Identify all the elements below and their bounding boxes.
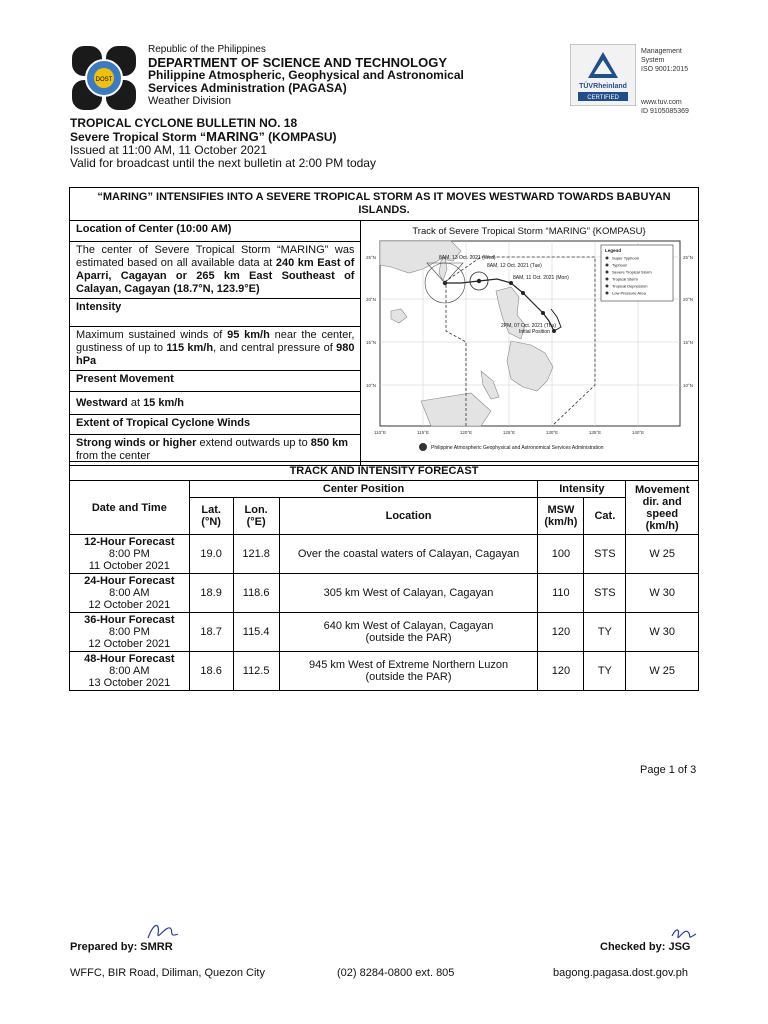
lat-label: 15°N [366, 340, 377, 345]
table-row [70, 652, 699, 691]
tuv-certification-badge [570, 44, 636, 106]
movement-cell: W 25 [626, 535, 699, 574]
annotation-07oct: 2PM, 07 Oct. 2021 (Thu) [501, 323, 557, 329]
pagasa-mini-logo [419, 443, 427, 451]
msw-cell: 120 [538, 652, 584, 691]
legend-title: Legend [605, 248, 622, 253]
intensity-label: Intensity [70, 299, 361, 327]
issued-time: Issued at 11:00 AM, 11 October 2021 [70, 143, 268, 157]
annotation-13oct: 8AM, 13 Oct. 2021 (Wed) [439, 255, 497, 261]
lat-label-right: 15°N [683, 340, 694, 345]
page-number: Page 1 of 3 [640, 764, 697, 776]
col-cat-header: Cat. [584, 498, 626, 535]
legend-item: Typhoon [612, 262, 628, 268]
forecast-title: TRACK AND INTENSITY FORECAST [70, 462, 699, 481]
agency-line-1: Philippine Atmospheric, Geophysical and Astronomical [148, 68, 464, 82]
lon-cell: 118.6 [233, 574, 279, 613]
footer-website[interactable]: bagong.pagasa.dost.gov.ph [553, 967, 688, 979]
lat-label-right: 25°N [683, 255, 694, 260]
summary-table [69, 187, 699, 466]
badge-status: CERTIFIED [587, 95, 619, 101]
col-lat-header: Lat. (°N) [189, 498, 233, 535]
col-movement-header: Movement dir. and speed (km/h) [626, 481, 699, 535]
table-row [70, 535, 699, 574]
dost-logo [70, 44, 138, 112]
headline: “MARING” INTENSIFIES INTO A SEVERE TROPICAL STORM AS IT MOVES WESTWARD TOWARDS BABUYAN ISLANDS. [70, 188, 699, 221]
forecast-time-cell: 48-Hour Forecast 8:00 AM 13 October 2021 [70, 652, 190, 691]
intensity-text: Maximum sustained winds of 95 km/h near the center, gustiness of up to 115 km/h, and central pressure of 980 hPa [70, 327, 361, 371]
movement-text: Westward at 15 km/h [70, 392, 361, 415]
msw-cell: 120 [538, 613, 584, 652]
lon-cell: 115.4 [233, 613, 279, 652]
location-cell: 945 km West of Extreme Northern Luzon (outside the PAR) [279, 652, 538, 691]
cert-line-3: ISO 9001:2015 [641, 66, 689, 73]
annotation-12oct: 8AM, 12 Oct. 2021 (Tue) [487, 263, 543, 269]
map-credit: Philippine Atmospheric Geophysical and Astronomical Services Administration [431, 445, 605, 451]
legend-item: Severe Tropical Storm [612, 269, 653, 275]
forecast-time-cell: 36-Hour Forecast 8:00 PM 12 October 2021 [70, 613, 190, 652]
cat-cell: STS [584, 574, 626, 613]
forecast-table [69, 461, 699, 691]
storm-title: Severe Tropical Storm “MARING” (KOMPASU) [70, 129, 337, 144]
cat-cell: TY [584, 652, 626, 691]
prepared-by: Prepared by: SMRR [70, 941, 173, 953]
extent-text: Strong winds or higher extend outwards up to 850 km from the center [70, 435, 361, 466]
lon-cell: 112.5 [233, 652, 279, 691]
map-title: Track of Severe Tropical Storm “MARING” {KOMPASU} [412, 226, 647, 237]
lon-label: 140°E [632, 430, 645, 435]
forecast-time-cell: 24-Hour Forecast 8:00 AM 12 October 2021 [70, 574, 190, 613]
lat-label: 10°N [366, 383, 377, 388]
track-map [361, 221, 697, 461]
footer-address: WFFC, BIR Road, Diliman, Quezon City [70, 967, 265, 979]
agency-header [148, 43, 464, 108]
department-name: DEPARTMENT OF SCIENCE AND TECHNOLOGY [148, 55, 448, 70]
table-row [70, 613, 699, 652]
col-location-header: Location [279, 498, 538, 535]
movement-label: Present Movement [70, 371, 361, 392]
cert-details [641, 47, 689, 116]
lon-label: 115°E [417, 430, 430, 435]
legend-item: Tropical Storm [612, 276, 639, 282]
lat-label: 20°N [366, 297, 377, 302]
footer-phone: (02) 8284-0800 ext. 805 [337, 967, 455, 979]
lat-label: 25°N [366, 255, 377, 260]
location-cell: Over the coastal waters of Calayan, Cagayan [279, 535, 538, 574]
legend-item: Tropical Depression [612, 283, 648, 289]
lon-label: 120°E [460, 430, 473, 435]
checked-by: Checked by: JSG [600, 941, 691, 953]
cert-line-4: www.tuv.com [641, 99, 682, 106]
col-intensity-header: Intensity [538, 481, 626, 498]
table-row [70, 574, 699, 613]
location-label: Location of Center (10:00 AM) [70, 221, 361, 242]
annotation-initial: Initial Position [519, 329, 551, 335]
lon-label: 110°E [374, 430, 387, 435]
legend-item: Super Typhoon [612, 255, 640, 261]
lat-cell: 19.0 [189, 535, 233, 574]
location-text: The center of Severe Tropical Storm “MARING” was estimated based on all available data at 240 km East of Aparri, Cagayan or 265 km East Southeast of Calayan, Cagayan (18.7°N, 123.9°E) [70, 242, 361, 299]
lat-cell: 18.6 [189, 652, 233, 691]
agency-line-2: Services Administration (PAGASA) [148, 81, 347, 95]
lon-label: 125°E [503, 430, 516, 435]
lat-cell: 18.7 [189, 613, 233, 652]
bulletin-header [70, 117, 376, 170]
lon-cell: 121.8 [233, 535, 279, 574]
track-map-cell [361, 221, 699, 466]
valid-until: Valid for broadcast until the next bulletin at 2:00 PM today [70, 156, 376, 170]
lat-label-right: 20°N [683, 297, 694, 302]
col-center-header: Center Position [189, 481, 538, 498]
cert-line-5: ID 9105085369 [641, 108, 689, 115]
lat-cell: 18.9 [189, 574, 233, 613]
lat-label-right: 10°N [683, 383, 694, 388]
location-cell: 305 km West of Calayan, Cagayan [279, 574, 538, 613]
logo-text: DOST [95, 77, 113, 83]
cert-line-1: Management [641, 48, 682, 55]
badge-name: TÜVRheinland [579, 83, 627, 90]
movement-cell: W 30 [626, 574, 699, 613]
cat-cell: STS [584, 535, 626, 574]
forecast-time-cell: 12-Hour Forecast 8:00 PM 11 October 2021 [70, 535, 190, 574]
movement-cell: W 25 [626, 652, 699, 691]
location-cell: 640 km West of Calayan, Cagayan (outside the PAR) [279, 613, 538, 652]
movement-cell: W 30 [626, 613, 699, 652]
legend-item: Low Pressure Area [612, 290, 647, 296]
msw-cell: 110 [538, 574, 584, 613]
extent-label: Extent of Tropical Cyclone Winds [70, 415, 361, 435]
bulletin-title: TROPICAL CYCLONE BULLETIN NO. 18 [70, 116, 298, 130]
msw-cell: 100 [538, 535, 584, 574]
lon-label: 135°E [589, 430, 602, 435]
col-msw-header: MSW (km/h) [538, 498, 584, 535]
cert-line-2: System [641, 57, 665, 64]
lon-label: 130°E [546, 430, 559, 435]
col-lon-header: Lon. (°E) [233, 498, 279, 535]
col-date-header: Date and Time [70, 481, 190, 535]
cat-cell: TY [584, 613, 626, 652]
annotation-11oct: 8AM, 11 Oct. 2021 (Mon) [513, 275, 570, 281]
republic-line: Republic of the Philippines [148, 44, 266, 55]
division-name: Weather Division [148, 95, 231, 107]
